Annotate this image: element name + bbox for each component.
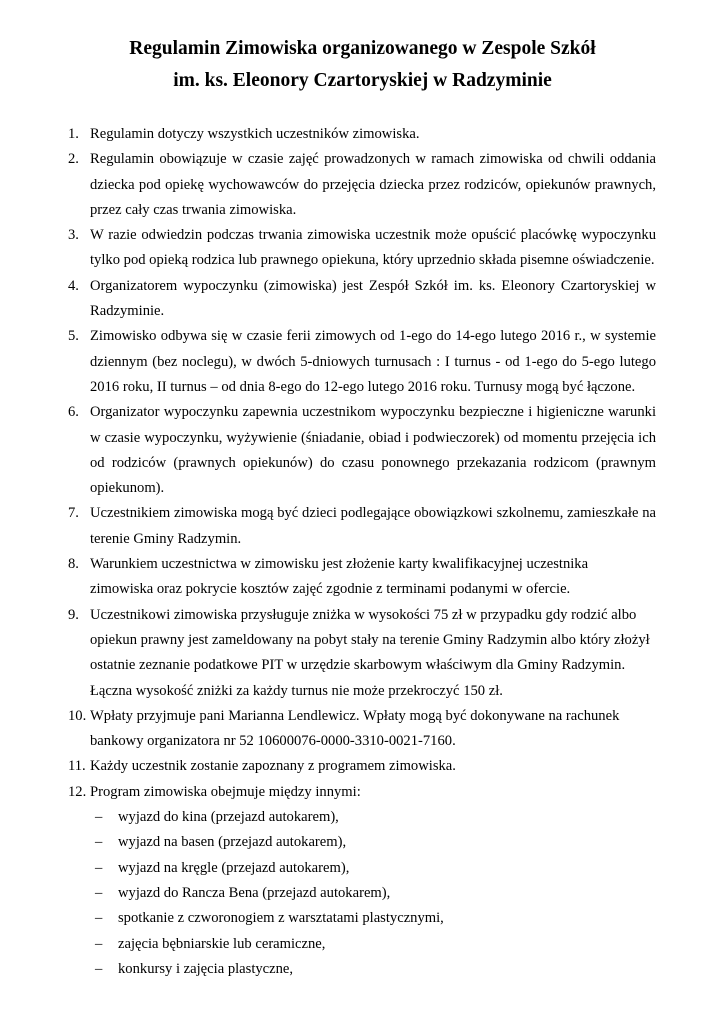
program-list-item [0,906,725,931]
rule-text-line: 2016 roku, II turnus – od dnia 8-ego do 12-ego lutego 2016 roku. Turnusy mogą być łączone. [90,378,636,395]
rule-text-line: dziennym (bez noclegu), w dwóch 5-dniowych turnusach : I turnus - od 1-ego do 5-ego lutego [90,353,656,370]
rule-text-line: W razie odwiedzin podczas trwania zimowiska uczestnik może opuścić placówkę wypoczynku [90,227,656,244]
rule-text-line: Wpłaty przyjmuje pani Marianna Lendlewicz. Wpłaty mogą być dokonywane na rachunek [90,707,620,724]
program-list-item [0,881,725,906]
dash-bullet: – [95,859,103,876]
rule-text-line: Warunkiem uczestnictwa w zimowisku jest złożenie karty kwalifikacyjnej uczestnika [90,556,589,573]
rule-text-line: Zimowisko odbywa się w czasie ferii zimowych od 1-ego do 14-ego lutego 2016 r., w systemie [90,328,656,345]
rule-text-line: dziecka pod opiekę wychowawców do przejęcia dziecka przez rodziców, opiekunów prawnych, [90,176,656,193]
rule-text-line: opiekun prawny jest zameldowany na pobyt stały na terenie Gminy Radzymin albo który złożył [90,631,650,648]
rule-item-3 [0,223,725,274]
rule-number: 2. [68,151,79,168]
rule-number: 7. [68,505,79,522]
rule-number: 12. [68,783,87,800]
program-item-text: wyjazd do Rancza Bena (przejazd autokarem), [118,884,391,901]
rule-number: 3. [68,227,79,244]
rule-item-12 [0,780,725,805]
rule-number: 6. [68,404,79,421]
rule-item-8 [0,552,725,603]
rule-item-4 [0,274,725,325]
rule-item-5 [0,324,725,400]
rule-number: 5. [68,328,79,345]
rule-item-10 [0,704,725,755]
rule-number: 10. [68,707,87,724]
program-item-text: zajęcia bębniarskie lub ceramiczne, [118,935,326,952]
rule-item-11 [0,754,725,779]
rule-text-line: opiekunom). [90,480,165,497]
program-list-item [0,932,725,957]
rule-item-7 [0,501,725,552]
rule-text-line: Organizatorem wypoczynku (zimowiska) jest Zespół Szkół im. ks. Eleonory Czartoryskiej w [90,277,656,294]
rule-text-line: bankowy organizatora nr 52 10600076-0000-3310-0021-7160. [90,733,456,750]
program-item-text: wyjazd na basen (przejazd autokarem), [118,834,347,851]
rule-text-line: Każdy uczestnik zostanie zapoznany z programem zimowiska. [90,758,456,775]
rule-text-line: Organizator wypoczynku zapewnia uczestnikom wypoczynku bezpieczne i higieniczne warunki [90,404,656,421]
program-item-text: wyjazd na kręgle (przejazd autokarem), [118,859,350,876]
rule-item-9 [0,603,725,704]
program-item-text: wyjazd do kina (przejazd autokarem), [118,809,339,826]
program-list-item [0,856,725,881]
dash-bullet: – [95,935,103,952]
rule-text-line: zimowiska oraz pokrycie kosztów zajęć zgodnie z terminami podanymi w ofercie. [90,581,571,598]
program-list-item [0,805,725,830]
rule-number: 11. [68,758,86,775]
rule-text-line: Regulamin obowiązuje w czasie zajęć prowadzonych w ramach zimowiska od chwili oddania [90,151,656,168]
rule-number: 1. [68,126,79,142]
program-item-text: spotkanie z czworonogiem z warsztatami plastycznymi, [118,910,444,927]
rule-text-line: ostatnie zeznanie podatkowe PIT w urzędzie skarbowym właściwym dla Gminy Radzymin. [90,657,626,674]
rule-number: 4. [68,277,79,294]
rule-text-line: w czasie wypoczynku, wyżywienie (śniadanie, obiad i podwieczorek) od momentu przejęcia ich [90,429,656,446]
document-title-line-1: Regulamin Zimowiska organizowanego w Zespole Szkół [129,38,596,59]
rule-text-line: Radzyminie. [90,303,165,320]
rule-text-line: przez cały czas trwania zimowiska. [90,201,297,218]
rule-text-line: Uczestnikiem zimowiska mogą być dzieci podlegające obowiązkowi szkolnemu, zamieszkałe na [90,505,656,522]
rule-text-line: terenie Gminy Radzymin. [90,530,242,547]
program-sublist-wrapper [0,805,725,982]
program-list-item [0,957,725,982]
dash-bullet: – [95,960,103,977]
dash-bullet: – [95,809,103,826]
rule-text-line: Regulamin dotyczy wszystkich uczestników zimowiska. [90,126,420,142]
rule-number: 8. [68,556,79,573]
rule-text-line: Uczestnikowi zimowiska przysługuje zniżka w wysokości 75 zł w przypadku gdy rodzić albo [90,606,637,623]
rule-item-6 [0,400,725,501]
rule-text-line: tylko pod opieką rodzica lub prawnego opiekuna, który uprzednio składa pisemne oświadczenie. [90,252,655,269]
dash-bullet: – [95,884,103,901]
program-item-text: konkursy i zajęcia plastyczne, [118,960,294,977]
dash-bullet: – [95,834,103,851]
rule-item-2 [0,147,725,223]
rule-number: 9. [68,606,79,623]
rules-list [0,122,725,982]
program-list [0,805,725,982]
rule-item-1 [0,122,725,147]
rule-text-line: Program zimowiska obejmuje między innymi: [90,783,361,800]
document-title-line-2: im. ks. Eleonory Czartoryskiej w Radzyminie [173,70,552,91]
rule-text-line: Łączna wysokość zniżki za każdy turnus nie może przekroczyć 150 zł. [90,682,503,699]
rule-text-line: od rodziców (prawnych opiekunów) do czasu ponownego przekazania rodzicom (prawnym [90,454,656,471]
dash-bullet: – [95,910,103,927]
program-list-item [0,830,725,855]
